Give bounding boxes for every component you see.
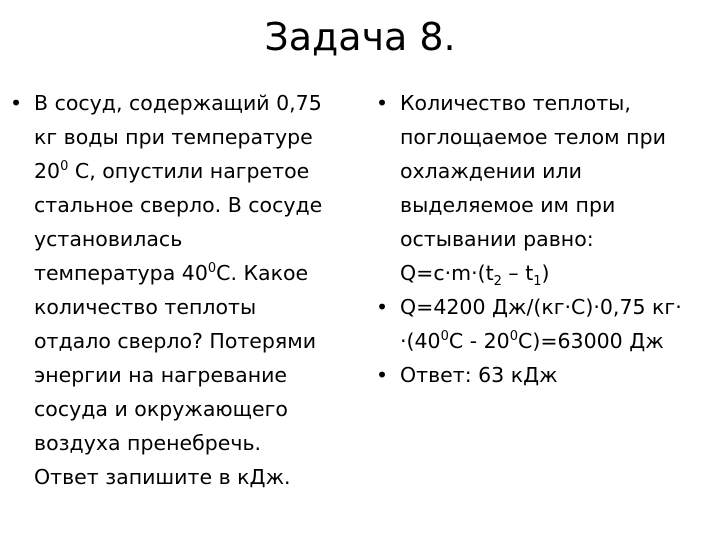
problem-line: В сосуд, содержащий 0,75 — [34, 91, 322, 115]
bullet-icon: • — [376, 363, 389, 387]
problem-line-final-temp — [34, 256, 358, 290]
problem-column — [8, 86, 358, 494]
degree-superscript: 0 — [60, 159, 69, 174]
initial-temp-value: 20 — [34, 159, 61, 183]
formula-intro-line: остывании равно: — [400, 227, 594, 251]
degree-superscript: 0 — [509, 329, 519, 344]
answer-bullet — [374, 358, 712, 392]
subscript: 1 — [533, 274, 542, 289]
formula-intro-line: охлаждении или — [400, 159, 582, 183]
problem-text: C. Какое — [216, 261, 309, 285]
problem-text: температура 40 — [34, 261, 208, 285]
heat-formula — [400, 256, 712, 290]
problem-line: количество теплоты — [34, 295, 257, 319]
problem-line: Ответ запишите в кДж. — [34, 465, 291, 489]
solution-column — [374, 86, 712, 392]
formula-intro-line: поглощаемое телом при — [400, 125, 666, 149]
problem-line: установилась — [34, 227, 183, 251]
slide-title: Задача 8. — [264, 15, 456, 59]
problem-line: стальное сверло. В сосуде — [34, 193, 323, 217]
bullet-icon: • — [376, 295, 389, 319]
bullet-icon: • — [10, 91, 23, 115]
calc-text: С)=63000 Дж — [518, 329, 664, 353]
formula-text: Q=c·m·(t — [400, 261, 494, 285]
calculation-line — [400, 324, 712, 358]
degree-superscript: 0 — [440, 329, 449, 344]
calc-text: ·(40 — [400, 329, 441, 353]
calculation-line: Q=4200 Дж/(кг·С)·0,75 кг· — [400, 295, 682, 319]
problem-line: воздуха пренебречь. — [34, 431, 262, 455]
formula-intro-line: Количество теплоты, — [400, 91, 631, 115]
formula-text: – t — [501, 261, 534, 285]
calc-text: С - 20 — [448, 329, 510, 353]
problem-line: сосуда и окружающего — [34, 397, 288, 421]
calculation-bullet — [374, 290, 712, 358]
problem-bullet — [8, 86, 358, 494]
answer-text: Ответ: 63 кДж — [400, 363, 558, 387]
formula-bullet — [374, 86, 712, 290]
problem-line: кг воды при температуре — [34, 125, 313, 149]
subscript: 2 — [493, 274, 502, 289]
degree-superscript: 0 — [207, 261, 217, 276]
formula-intro-line: выделяемое им при — [400, 193, 616, 217]
formula-text: ) — [541, 261, 550, 285]
problem-line-initial-temp — [34, 154, 358, 188]
bullet-icon: • — [376, 91, 389, 115]
problem-text: C, опустили нагретое — [74, 159, 310, 183]
problem-line: отдало сверло? Потерями — [34, 329, 317, 353]
problem-line: энергии на нагревание — [34, 363, 288, 387]
